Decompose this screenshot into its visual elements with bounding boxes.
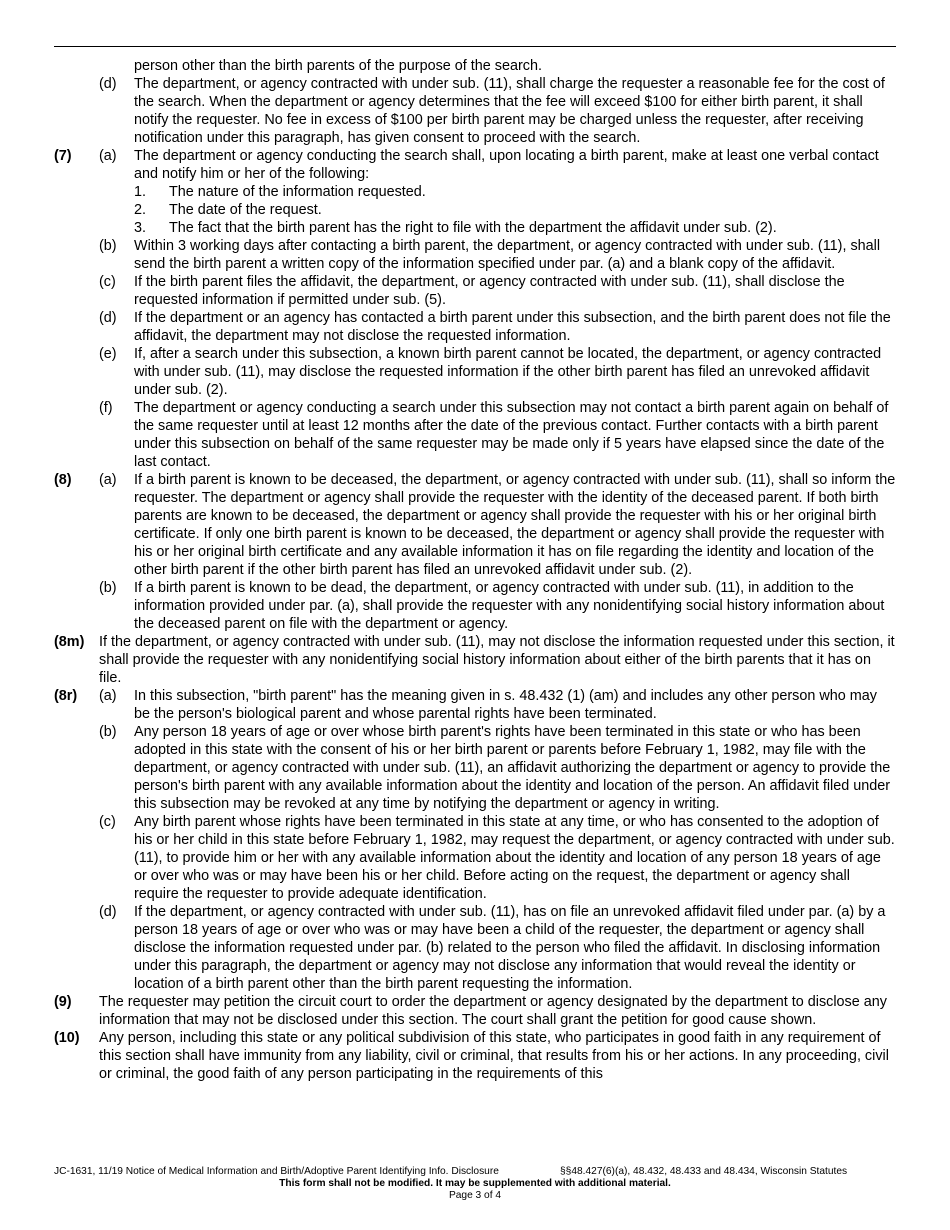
form-identifier: JC-1631, 11/19 Notice of Medical Information and Birth/Adoptive Parent Identifying Info. Disclosure [54, 1166, 499, 1177]
list-item [54, 219, 896, 237]
statute-paragraph [54, 309, 896, 345]
paragraph-text: If, after a search under this subsection, a known birth parent cannot be located, the department, or agency contracted with under sub. (11), may disclose the requested information if the other birth parent has filed an unrevoked affidavit under sub. (2). [134, 346, 882, 398]
subsection-number: (8m) [54, 634, 85, 650]
paragraph-text: The date of the request. [169, 202, 322, 218]
statute-paragraph [54, 687, 896, 723]
statute-paragraph [54, 147, 896, 183]
paragraph-letter: (c) [99, 274, 116, 290]
page-number: Page 3 of 4 [448, 1190, 502, 1201]
subsection-number: (7) [54, 148, 72, 164]
paragraph-letter: (e) [99, 346, 117, 362]
paragraph-letter: (b) [99, 238, 117, 254]
statute-paragraph [54, 903, 896, 993]
list-item [54, 183, 896, 201]
paragraph-text: If a birth parent is known to be deceased, the department, or agency contracted with under sub. (11), shall so inform the requester. The department or agency shall provide the requester with the identity of the deceased parent. If both birth parents are known to be deceased, the department or agency shall provide the requester with his or her original birth certificate. If only one birth parent is known to be deceased, the department or agency shall provide the requester with his or her original birth certificate and any available information it has on file regarding the identity and location of the other birth parent if the other birth parent has filed an unrevoked affidavit under sub. (2). [134, 472, 896, 578]
paragraph-text: Within 3 working days after contacting a birth parent, the department, or agency contracted with under sub. (11), shall send the birth parent a written copy of the information specified under par. (a) and a blank copy of the affidavit. [134, 238, 881, 272]
subsection-number: (9) [54, 994, 72, 1010]
statute-citation: §§48.427(6)(a), 48.432, 48.433 and 48.434, Wisconsin Statutes [560, 1166, 848, 1177]
paragraph-letter: (d) [99, 310, 117, 326]
statute-paragraph [54, 723, 896, 813]
paragraph-text: The fact that the birth parent has the right to file with the department the affidavit under sub. (2). [169, 220, 777, 236]
paragraph-text: If the birth parent files the affidavit, the department, or agency contracted with under sub. (11), shall disclose the requested information if permitted under sub. (5). [134, 274, 845, 308]
paragraph-letter: (d) [99, 76, 117, 92]
paragraph-text: The requester may petition the circuit court to order the department or agency designated by the department to disclose any information that may not be disclosed under this section. The court shall grant the petition for good cause shown. [99, 994, 887, 1028]
statute-paragraph [54, 579, 896, 633]
item-number: 1. [134, 184, 147, 200]
subsection-number: (10) [54, 1030, 80, 1046]
modification-notice: This form shall not be modified. It may be supplemented with additional material. [279, 1178, 671, 1189]
paragraph-text: The nature of the information requested. [169, 184, 426, 200]
paragraph-text: The department or agency conducting the search shall, upon locating a birth parent, make at least one verbal contact and notify him or her of the following: [134, 148, 879, 182]
paragraph-text: If the department, or agency contracted with under sub. (11), may not disclose the information requested under this section, it shall provide the requester with any nonidentifying social history information about either of the birth parents that it has on file. [99, 634, 895, 686]
paragraph-letter: (f) [99, 400, 113, 416]
statute-paragraph [54, 273, 896, 309]
paragraph-letter: (a) [99, 148, 117, 164]
paragraph-text: Any person 18 years of age or over whose birth parent's rights have been terminated in this state or who has been adopted in this state with the consent of his or her birth parent or parents before February 1, 1982, may file with the department, or agency contracted with under sub. (11), an affidavit authorizing the department or agency to provide the person's birth parent with any available information about the identity and location of the person. An affidavit filed under this subsection may be revoked at any time by notifying the department or agency in writing. [134, 724, 891, 812]
paragraph-text: If the department, or agency contracted with under sub. (11), has on file an unrevoked affidavit filed under par. (a) by a person 18 years of age or over who was or may have been a child of the requester, the department or agency shall disclose the information requested under par. (b) related to the person who filed the affidavit. In disclosing information under this paragraph, the department or agency may not disclose any information that would reveal the identity or location of a birth parent other than the birth parent requesting the information. [134, 904, 886, 992]
statute-text [54, 57, 896, 1083]
paragraph-text: In this subsection, "birth parent" has the meaning given in s. 48.432 (1) (am) and includes any other person who may be the person's biological parent and whose parental rights have been terminated. [134, 688, 877, 722]
header-rule [54, 46, 896, 47]
paragraph-text: If a birth parent is known to be dead, the department, or agency contracted with under sub. (11), in addition to the information provided under par. (a), shall provide the requester with any nonidentifying social history information about the deceased parent on file with the department or agency. [134, 580, 885, 632]
statute-paragraph [54, 471, 896, 579]
paragraph-letter: (b) [99, 724, 117, 740]
paragraph-letter: (b) [99, 580, 117, 596]
paragraph-text: The department or agency conducting a search under this subsection may not contact a birth parent again on behalf of the same requester until at least 12 months after the date of the previous contact. Further contacts with a birth parent under this subsection on behalf of the same requester may be made only if 5 years have elapsed since the date of the last contact. [134, 400, 889, 470]
paragraph-letter: (a) [99, 688, 117, 704]
paragraph-text: Any birth parent whose rights have been terminated in this state at any time, or who has consented to the adoption of his or her child in this state before February 1, 1982, may request the department, or agency contracted with under sub. (11), to provide him or her with any available information about the identity and location of any person 18 years of age or over who was or may have been his or her child. Before acting on the request, the department or agency shall require the requester to provide adequate identification. [134, 814, 895, 902]
paragraph-letter: (a) [99, 472, 117, 488]
item-number: 2. [134, 202, 147, 218]
paragraph-text: The department, or agency contracted with under sub. (11), shall charge the requester a reasonable fee for the cost of the search. When the department or agency determines that the fee will exceed $100 for either birth parent, it shall notify the requester. No fee in excess of $100 per birth parent may be charged unless the requester, after receiving notification under this paragraph, has given consent to proceed with the search. [134, 76, 885, 146]
statute-paragraph [54, 345, 896, 399]
statute-paragraph [54, 1029, 896, 1083]
statute-paragraph [54, 75, 896, 147]
subsection-number: (8r) [54, 688, 78, 704]
statute-paragraph [54, 993, 896, 1029]
list-item [54, 201, 896, 219]
paragraph-text: Any person, including this state or any political subdivision of this state, who participates in good faith in any requirement of this section shall have immunity from any liability, civil or criminal, that results from his or her actions. In any proceeding, civil or criminal, the good faith of any person participating in the requirements of this [99, 1030, 889, 1082]
subsection-number: (8) [54, 472, 72, 488]
paragraph-text: person other than the birth parents of the purpose of the search. [134, 58, 542, 74]
statute-paragraph [54, 399, 896, 471]
statute-paragraph [54, 633, 896, 687]
item-number: 3. [134, 220, 147, 236]
statute-paragraph [54, 813, 896, 903]
paragraph-letter: (c) [99, 814, 116, 830]
paragraph-text: If the department or an agency has contacted a birth parent under this subsection, and the birth parent does not file the affidavit, the department may not disclose the requested information. [134, 310, 891, 344]
statute-paragraph [54, 57, 896, 75]
statute-paragraph [54, 237, 896, 273]
page-footer [54, 1166, 896, 1202]
paragraph-letter: (d) [99, 904, 117, 920]
